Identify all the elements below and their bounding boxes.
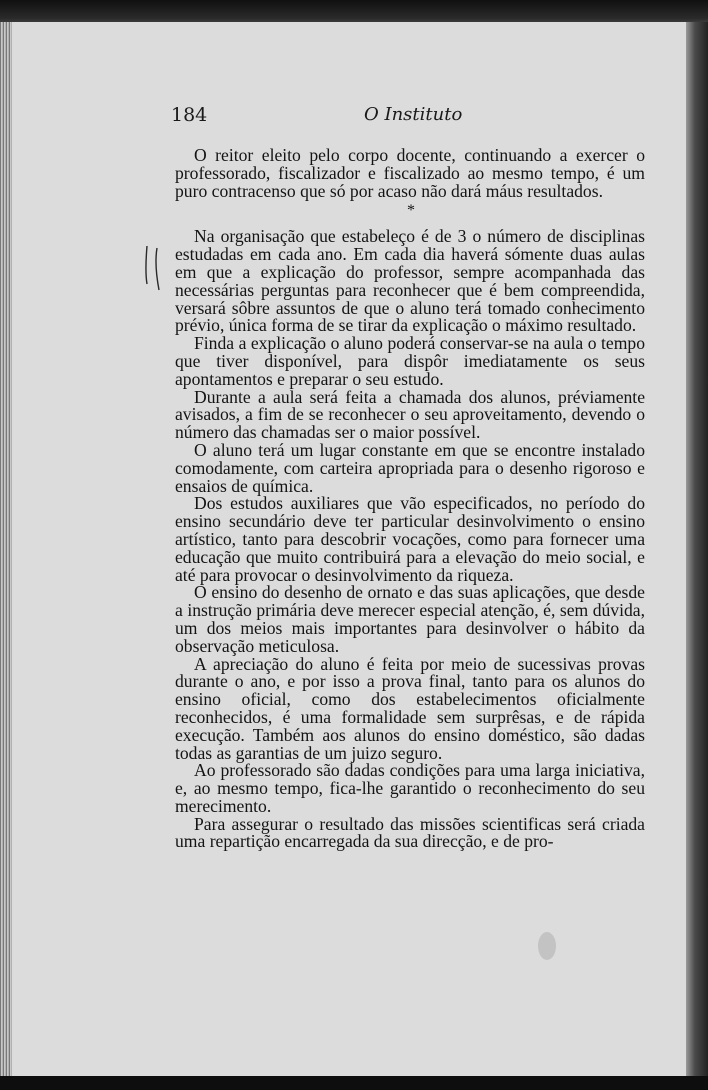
handwritten-margin-mark-icon <box>140 244 166 294</box>
paragraph: O reitor eleito pelo corpo docente, continuando a exercer o professorado, fiscalizador e fiscalizado ao mesmo tempo, é um puro contracenso que só por acaso não dará máus resultados. <box>175 145 645 201</box>
paragraph: Finda a explicação o aluno poderá conservar-se na aula o tempo que tiver disponível, para dispôr imediatamente os seus apontamentos e preparar o seu estudo. <box>175 333 645 389</box>
book-right-edge <box>686 22 708 1082</box>
scan-bottom-edge <box>0 1076 708 1090</box>
running-title: O Instituto <box>364 104 463 125</box>
paper-stain <box>538 932 556 960</box>
section-asterism: * <box>407 202 415 220</box>
paragraph: Na organisação que estabeleço é de 3 o número de disciplinas estudadas em cada ano. Em cada dia haverá sómente duas aulas em que a explicação do professor, sempre acompanhada das necessárias perguntas para reconhecer que é bem compreendida, versará sôbre assuntos de que o aluno terá tomado conhecimento prévio, única forma de se tirar da explicação o máximo resultado. <box>175 226 645 336</box>
paragraph: O ensino do desenho de ornato e das suas aplicações, que desde a instrução primária deve merecer especial atenção, é, sem dúvida, um dos meios mais importantes para desinvolver o hábito da observação meticulosa. <box>175 582 645 656</box>
page-header <box>171 104 641 132</box>
paragraph: Durante a aula será feita a chamada dos alunos, préviamente avisados, a fim de se reconhecer o seu aproveitamento, devendo o número das chamadas ser o maior possível. <box>175 386 645 443</box>
paragraph: Ao professorado são dadas condições para uma larga iniciativa, e, ao mesmo tempo, fica-lhe garantido o reconhecimento do seu merecimento. <box>175 760 645 816</box>
page-body <box>175 147 645 851</box>
paragraph: O aluno terá um lugar constante em que se encontre instalado comodamente, com carteira apropriada para o desenho rigoroso e ensaios de química. <box>175 439 645 496</box>
paragraph: Dos estudos auxiliares que vão especificados, no período do ensino secundário deve ter particular desinvolvimento o ensino artístico, tanto para descobrir vocações, como para fornecer uma educação que muito contribuirá para a elevação do meio social, e até para provocar o desinvolvimento da riqueza. <box>175 493 645 585</box>
paragraph: A apreciação do aluno é feita por meio de sucessivas provas durante o ano, e por isso a prova final, tanto para os alunos do ensino oficial, como dos estabelecimentos oficialmente reconhecidos, é uma formalidade sem surprêsas, e de rápida execução. Também aos alunos do ensino doméstico, são dadas todas as garantias de um juizo seguro. <box>175 653 645 763</box>
paragraph: Para assegurar o resultado das missões scientificas será criada uma repartição encarregada da sua direcção, e de pro- <box>175 813 645 852</box>
page-number: 184 <box>171 104 208 126</box>
